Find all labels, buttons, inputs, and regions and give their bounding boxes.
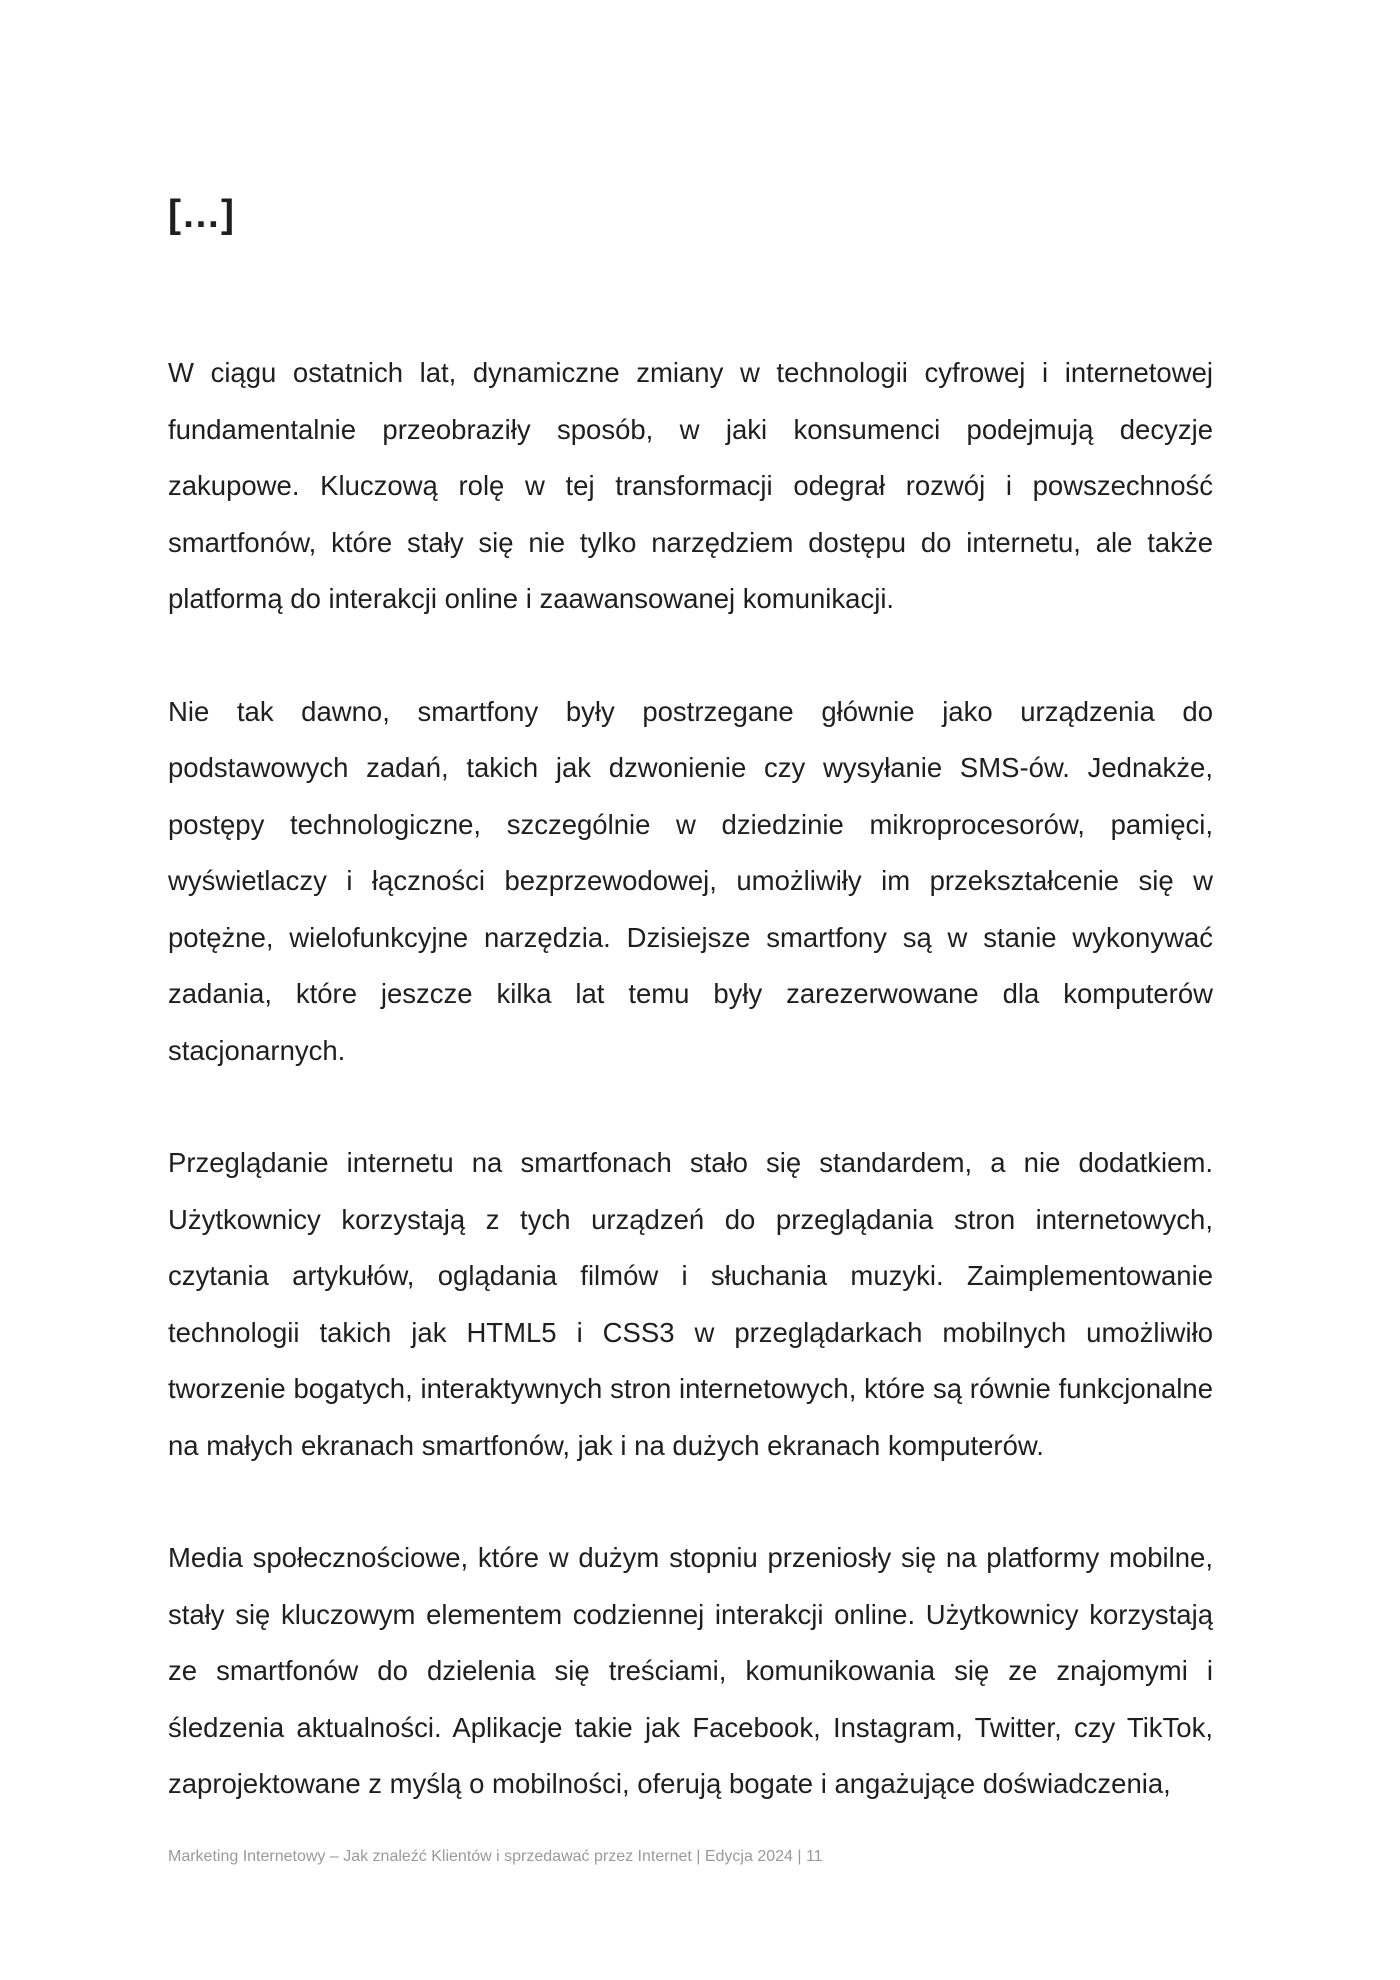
section-marker: […] — [168, 193, 235, 236]
paragraph-2: Nie tak dawno, smartfony były postrzegane głównie jako urządzenia do podstawowych zadań, takich jak dzwonienie czy wysyłanie SMS-ów. Jednakże, postępy technologiczne, szczególnie w dziedzinie mikroprocesorów, pamięci, wyświetlaczy i łączności bezprzewodowej, umożliwiły im przekształcenie się w potężne, wielofunkcyjne narzędzia. Dzisiejsze smartfony są w stanie wykonywać zadania, które jeszcze kilka lat temu były zarezerwowane dla komputerów stacjonarnych. — [168, 695, 1213, 1066]
paragraph-1: W ciągu ostatnich lat, dynamiczne zmiany w technologii cyfrowej i internetowej fundamentalnie przeobraziły sposób, w jaki konsumenci podejmują decyzje zakupowe. Kluczową rolę w tej transformacji odegrał rozwój i powszechność smartfonów, które stały się nie tylko narzędziem dostępu do internetu, ale także platformą do interakcji online i zaawansowanej komunikacji. — [168, 357, 1213, 614]
page-content — [168, 190, 1213, 1869]
paragraph-4: Media społecznościowe, które w dużym stopniu przeniosły się na platformy mobilne, stały się kluczowym elementem codziennej interakcji online. Użytkownicy korzystają ze smartfonów do dzielenia się treściami, komunikowania się ze znajomymi i śledzenia aktualności. Aplikacje takie jak Facebook, Instagram, Twitter, czy TikTok, zaprojektowane z myślą o mobilności, oferują bogate i angażujące doświadczenia, — [168, 1542, 1213, 1799]
paragraph-3: Przeglądanie internetu na smartfonach stało się standardem, a nie dodatkiem. Użytkownicy korzystają z tych urządzeń do przeglądania stron internetowych, czytania artykułów, oglądania filmów i słuchania muzyki. Zaimplementowanie technologii takich jak HTML5 i CSS3 w przeglądarkach mobilnych umożliwiło tworzenie bogatych, interaktywnych stron internetowych, które są równie funkcjonalne na małych ekranach smartfonów, jak i na dużych ekranach komputerów. — [168, 1147, 1213, 1461]
page-footer: Marketing Internetowy – Jak znaleźć Klientów i sprzedawać przez Internet | Edycja 2024 | 11 — [168, 1848, 823, 1865]
